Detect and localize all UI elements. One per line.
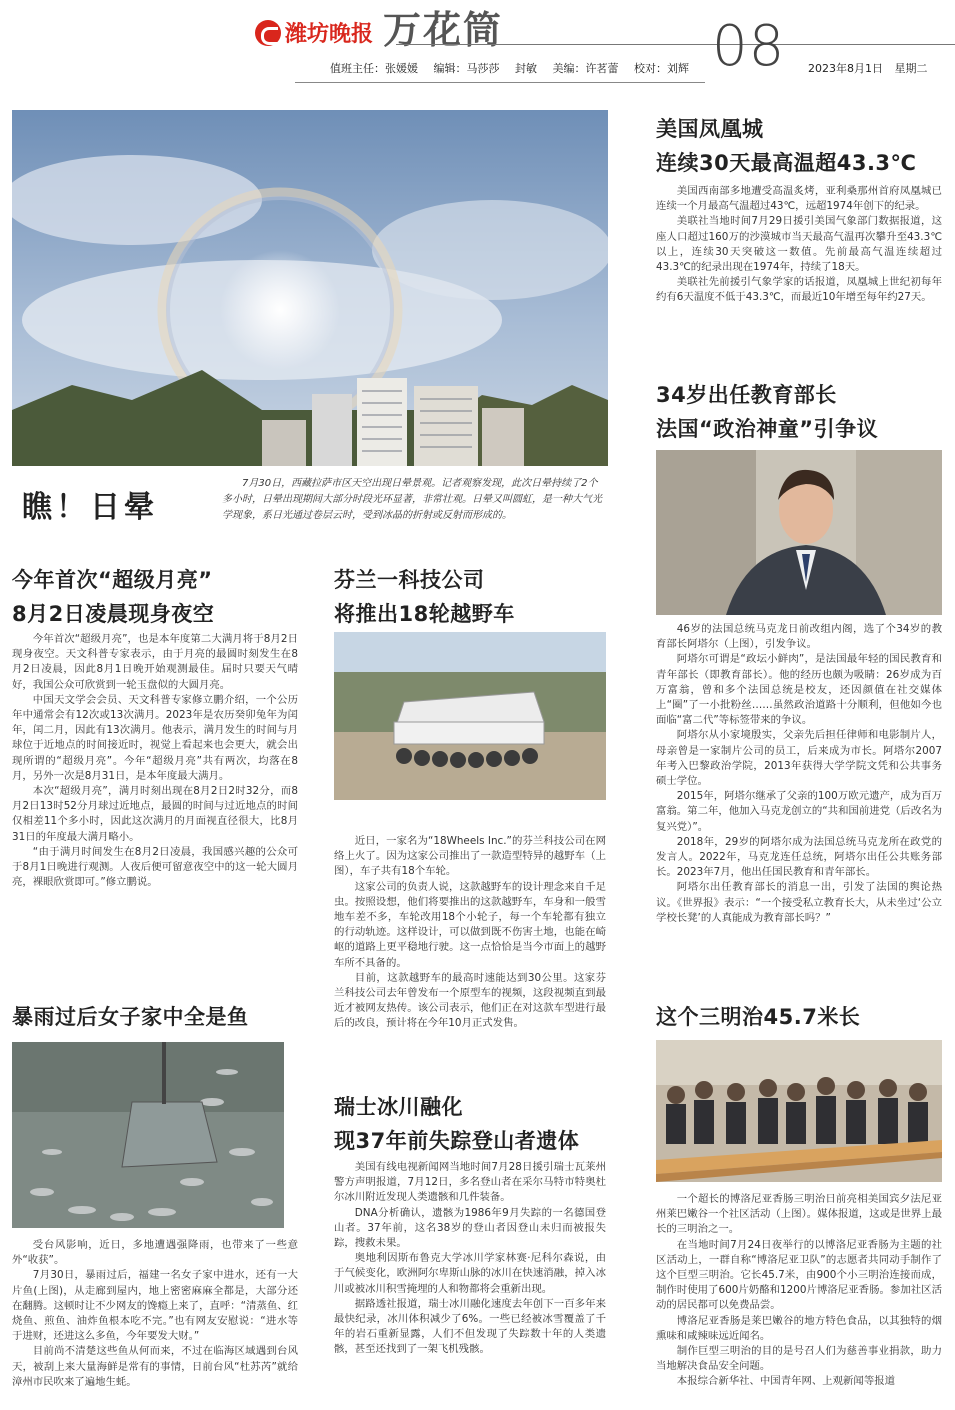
france-title-line1: 34岁出任教育部长: [656, 383, 837, 407]
paragraph: 阿塔尔可谓是“政坛小鲜肉”，是法国最年轻的国民教育和青年部长（即教育部长）。他的经历也颇为吸睛：26岁成为百万富翁，曾和多个法国总统是校友，还因颜值在社交媒体上“圈”了一小批粉丝……虽然政治道路十分顺利，但他如今也面临“富二代”等标签带来的争议。: [656, 653, 942, 727]
paragraph: 美国西南部多地遭受高温炙烤，亚利桑那州首府凤凰城已连续一个月最高气温超过43℃，远超1974年创下的纪录。: [656, 185, 942, 213]
glacier-headline: [334, 1090, 634, 1158]
finland-photo: [334, 632, 606, 800]
sandwich-body: [656, 1192, 942, 1408]
moon-headline: [12, 563, 312, 631]
glacier-body: [334, 1160, 606, 1408]
phoenix-title-line1: 美国凤凰城: [656, 117, 764, 141]
paragraph: 2015年，阿塔尔继承了父亲的100万欧元遗产，成为百万富翁。第二年，他加入马克龙创立的“共和国前进党（后改名为复兴党）”。: [656, 790, 942, 833]
moon-title-line2: 8月2日凌晨现身夜空: [12, 602, 215, 626]
fish-body: [12, 1238, 298, 1408]
france-title-line2: 法国“政治神童”引争议: [656, 417, 879, 441]
section-name: 万花筒: [383, 7, 504, 52]
editor-credit: 封敏: [515, 62, 537, 75]
paragraph: 中国天文学会会员、天文科普专家修立鹏介绍，一个公历年中通常会有12次或13次满月。2023年是农历癸卯兔年为闰年，闰二月，因此有13次满月。他表示，满月发生的时间与月球位于近地点的时间接近时，视觉上看起来也会更大，就会出现所谓的“超级月亮”。今年“超级月亮”共有两次，均落在8月，另外一次是8月31日，是本年度最大满月。: [12, 693, 298, 782]
dateline: [808, 60, 936, 76]
editor-credit: 校对：刘辉: [634, 62, 689, 75]
paragraph: 美联社当地时间7月29日援引美国气象部门数据报道，这座人口超过160万的沙漠城市当天最高气温再次攀升至43.3℃以上，连续30天突破这一数值。先前最高气温连续超过43.3℃的纪录出现在1974年，持续了18天。: [656, 215, 942, 274]
moon-title-line1: 今年首次“超级月亮”: [12, 568, 213, 592]
weekday: 星期二: [894, 62, 928, 75]
masthead: [0, 0, 955, 108]
paragraph: 受台风影响，近日，多地遭遇强降雨，也带来了一些意外“收获”。: [12, 1239, 298, 1267]
masthead-rule: [396, 44, 955, 45]
page-number: 08: [712, 14, 786, 79]
logo-icon: [255, 20, 281, 46]
paragraph: 在当地时间7月24日夜举行的以博洛尼亚香肠为主题的社区活动上，一群自称“博洛尼亚卫队”的志愿者共同动手制作了这个巨型三明治。它长45.7米，由900个小三明治连接而成，制作时使用了600片奶酪和1200片博洛尼亚香肠。参加社区活动的居民都可以免费品尝。: [656, 1238, 942, 1312]
paragraph: 目前，这款越野车的最高时速能达到30公里。这家芬兰科技公司去年曾发布一个原型车的视频，这段视频直到最近才被网友热传。该公司表示，他们正在对这款车型进行最后的改良，预计将在今年10月正式发售。: [334, 971, 606, 1030]
phoenix-body: [656, 184, 942, 356]
paragraph: 7月30日，暴雨过后，福建一名女子家中进水，还有一大片鱼(上图)，从走廊到屋内，地上密密麻麻全都是，大部分还在翻腾。这顿时让不少网友的馋瘾上来了，直呼：“清蒸鱼、红烧鱼、煎鱼、油炸鱼根本吃不完。”也有网友安慰说：“进水等于进财，还进这么多鱼，今年要发大财。”: [12, 1269, 298, 1343]
paragraph: 美国有线电视新闻网当地时间7月28日援引瑞士瓦莱州警方声明报道，7月12日，多名登山者在采尔马特市特奥杜尔冰川附近发现人类遗骸和几件装备。: [334, 1161, 606, 1204]
paragraph: 46岁的法国总统马克龙日前改组内阁，选了个34岁的教育部长阿塔尔（上图），引发争议。: [656, 623, 942, 651]
date: 2023年8月1日: [808, 62, 883, 75]
paragraph: 阿塔尔出任教育部长的消息一出，引发了法国的舆论热议。《世界报》表示：“一个接受私立教育长大，从未坐过‘公立学校长凳’的人真能成为教育部长吗？”: [656, 881, 942, 924]
paragraph: 美联社先前援引气象学家的话报道，凤凰城上世纪初每年约有6天温度不低于43.3℃，而最近10年增至每年约27天。: [656, 276, 942, 304]
newspaper-logo: [255, 7, 504, 54]
paragraph: 奥地利因斯布鲁克大学冰川学家林赛·尼科尔森说，由于气候变化，欧洲阿尔卑斯山脉的冰川在快速消融，掉入冰川或被冰川积雪掩埋的人和物都将会重新出现。: [334, 1252, 606, 1295]
phoenix-headline: [656, 112, 946, 180]
france-headline: [656, 378, 946, 446]
paragraph: 2018年，29岁的阿塔尔成为法国总统马克龙所在政党的发言人。2022年，马克龙连任总统，阿塔尔出任公共账务部长。2023年7月，他出任国民教育和青年部长。: [656, 835, 942, 879]
editor-rule: [295, 82, 705, 83]
paragraph: 本次“超级月亮”，满月时刻出现在8月2日2时32分，而8月2日13时52分月球过近地点，最圆的时间与过近地点的时间仅相差11个多小时，因此这次满月的月面视直径很大，比8月31日的年度最大满月略小。: [12, 785, 298, 843]
paragraph: “由于满月时间发生在8月2日凌晨，我国感兴趣的公众可于8月1日晚进行观测。人夜后便可留意夜空中的这一轮大圆月亮，裸眼欣赏即可。”修立鹏说。: [12, 845, 298, 889]
paragraph: 制作巨型三明治的目的是号召人们为慈善事业捐款，助力当地解决食品安全问题。: [656, 1345, 942, 1373]
finland-headline: [334, 563, 634, 631]
paragraph: 据路透社报道，瑞士冰川融化速度去年创下一百多年来最快纪录，冰川体积减少了6%。一些已经被冰雪覆盖了千年的岩石重新显露，人们不但发现了失踪数十年的人类遗骸，甚至还找到了一架飞机残骸。: [334, 1297, 606, 1356]
sandwich-photo: [656, 1040, 942, 1182]
finland-title-line2: 将推出18轮越野车: [334, 602, 515, 626]
paragraph: 博洛尼亚香肠是莱巴嫩谷的地方特色食品，以其独特的烟熏味和咸辣味远近闻名。: [656, 1314, 942, 1342]
paragraph: 这家公司的负责人说，这款越野车的设计理念来自千足虫。按照设想，他们将要推出的这款越野车，车身和一般雪地车差不多，车轮改用18个小轮子，每一个车轮都有独立的行动轨迹。这样设计，可以做到既不伤害土地，也能在崎岖的道路上更平稳地行驶。这一点恰恰是当今市面上的越野车所不具备的。: [334, 880, 606, 969]
fish-photo: [12, 1042, 284, 1228]
paragraph: 本报综合新华社、中国青年网、上观新闻等报道: [676, 1375, 895, 1388]
editor-credit: 美编：许茗蕾: [552, 62, 619, 75]
editor-credits: [330, 60, 701, 76]
glacier-title-line2: 现37年前失踪登山者遗体: [334, 1129, 580, 1153]
finland-body: [334, 834, 606, 1074]
attal-photo: [656, 450, 942, 615]
paragraph: DNA分析确认，遗骸为1986年9月失踪的一名德国登山者。37年前，这名38岁的登山者因登山未归而被报失踪，搜救未果。: [334, 1206, 606, 1250]
paragraph: 近日，一家名为“18Wheels Inc.”的芬兰科技公司在网络上火了。因为这家公司推出了一款造型特异的越野车（上图），车子共有18个车轮。: [334, 835, 606, 878]
sandwich-headline: 这个三明治45.7米长: [656, 1005, 861, 1029]
france-body: [656, 622, 942, 1004]
finland-title-line1: 芬兰一科技公司: [334, 568, 485, 592]
glacier-title-line1: 瑞士冰川融化: [334, 1095, 463, 1119]
moon-body: [12, 632, 298, 977]
halo-photo: [12, 110, 608, 466]
editor-credit: 值班主任：张媛媛: [330, 62, 418, 75]
halo-caption: 7月30日，西藏拉萨市区天空出现日晕景观。记者观察发现，此次日晕持续了2个多小时，日晕出现期间大部分时段光环显著，非常壮观。日晕又叫圆虹，是一种大气光学现象，系日光通过卷层云时，受到冰晶的折射或反射而形成的。: [222, 478, 602, 521]
paragraph: 目前尚不清楚这些鱼从何而来，不过在临海区域遇到台风天，被刮上来大量海鲜是常有的事情，日前台风“杜苏芮”就给漳州市民吹来了遍地生蚝。: [12, 1345, 298, 1388]
editor-credit: 编辑：马莎莎: [433, 62, 500, 75]
fish-headline: 暴雨过后女子家中全是鱼: [12, 1005, 249, 1029]
paragraph: 一个超长的博洛尼亚香肠三明治日前亮相美国宾夕法尼亚州莱巴嫩谷一个社区活动（上图）。媒体报道，这或是世界上最长的三明治之一。: [656, 1193, 942, 1236]
halo-title: 瞧！日晕: [22, 490, 158, 525]
paragraph: 阿塔尔从小家境殷实，父亲先后担任律师和电影制片人，母亲曾是一家制片公司的员工，后来成为市长。阿塔尔2007年考入巴黎政治学院，2013年获得大学学院文凭和公共事务硕士学位。: [656, 729, 942, 788]
paragraph: 今年首次“超级月亮”，也是本年度第二大满月将于8月2日现身夜空。天文科普专家表示，由于月亮的最圆时刻发生在8月2日凌晨，因此8月1日晚开始观测最佳。届时只要天气晴好，我国公众可欣赏到一轮玉盘似的大圆月亮。: [12, 633, 298, 691]
paper-name: 潍坊晚报: [285, 21, 374, 47]
phoenix-title-line2: 连续30天最高温超43.3℃: [656, 151, 917, 175]
